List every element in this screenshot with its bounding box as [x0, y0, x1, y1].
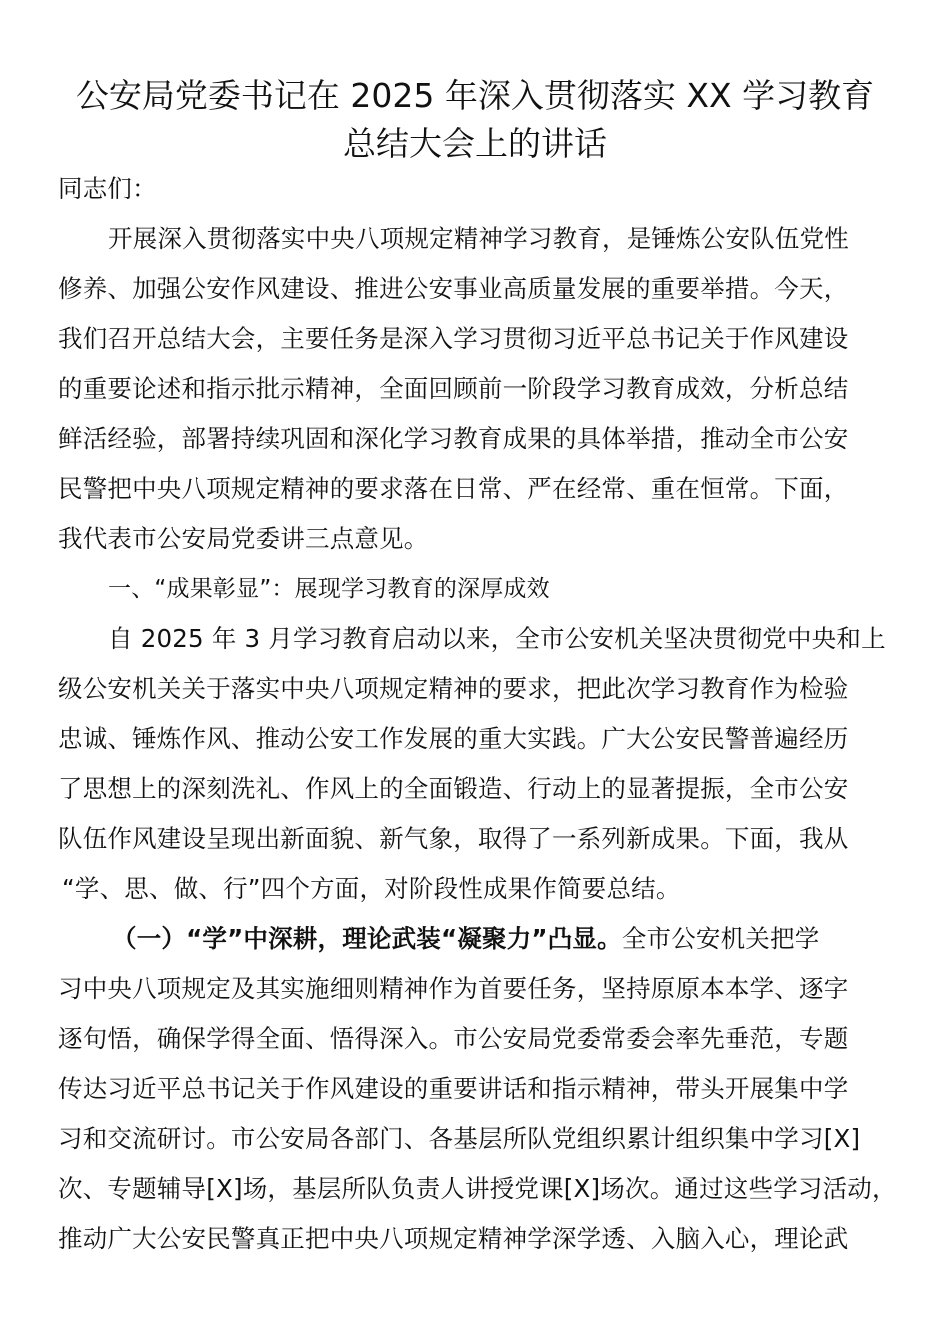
- subsection-heading-line: [112, 924, 819, 954]
- subsection-heading: （一）“学”中深耕，理论武装“凝聚力”凸显。: [112, 924, 622, 953]
- paragraph-line: 的重要论述和指示批示精神，全面回顾前一阶段学习教育成效，分析总结: [58, 374, 849, 403]
- paragraph-line: 鲜活经验，部署持续巩固和深化学习教育成果的具体举措，推动全市公安: [58, 424, 849, 453]
- paragraph-line: 修养、加强公安作风建设、推进公安事业高质量发展的重要举措。今天，: [58, 274, 849, 303]
- paragraph-line: 开展深入贯彻落实中央八项规定精神学习教育，是锤炼公安队伍党性: [108, 224, 849, 253]
- paragraph-line: 推动广大公安民警真正把中央八项规定精神学深学透、入脑入心，理论武: [58, 1224, 849, 1253]
- paragraph-line: 队伍作风建设呈现出新面貌、新气象，取得了一系列新成果。下面，我从: [58, 824, 849, 853]
- paragraph-line: 级公安机关关于落实中央八项规定精神的要求，把此次学习教育作为检验: [58, 674, 849, 703]
- paragraph-line: 我代表市公安局党委讲三点意见。: [58, 524, 429, 553]
- paragraph-line: 忠诚、锤炼作风、推动公安工作发展的重大实践。广大公安民警普遍经历: [58, 724, 849, 753]
- subsection-text: 全市公安机关把学: [621, 924, 820, 953]
- paragraph-line: 习和交流研讨。市公安局各部门、各基层所队党组织累计组织集中学习[X]: [58, 1124, 861, 1153]
- salutation: 同志们：: [58, 174, 157, 203]
- paragraph-line: 我们召开总结大会，主要任务是深入学习贯彻习近平总书记关于作风建设: [58, 324, 849, 353]
- paragraph-line: 传达习近平总书记关于作风建设的重要讲话和指示精神，带头开展集中学: [58, 1074, 849, 1103]
- paragraph-line: 逐句悟，确保学得全面、悟得深入。市公安局党委常委会率先垂范，专题: [58, 1024, 849, 1053]
- document-title-line-1: 公安局党委书记在 2025 年深入贯彻落实 XX 学习教育: [75, 76, 875, 115]
- paragraph-line: 次、专题辅导[X]场，基层所队负责人讲授党课[X]场次。通过这些学习活动，: [58, 1174, 897, 1203]
- paragraph-line: “学、思、做、行”四个方面，对阶段性成果作简要总结。: [62, 874, 681, 903]
- paragraph-line: 民警把中央八项规定精神的要求落在日常、严在经常、重在恒常。下面，: [58, 474, 849, 503]
- section-heading: 一、“成果彰显”：展现学习教育的深厚成效: [108, 576, 550, 602]
- document-title-line-2: 总结大会上的讲话: [343, 124, 607, 163]
- paragraph-line: 习中央八项规定及其实施细则精神作为首要任务，坚持原原本本学、逐字: [58, 974, 849, 1003]
- paragraph-line: 了思想上的深刻洗礼、作风上的全面锻造、行动上的显著提振，全市公安: [58, 774, 849, 803]
- paragraph-line: 自 2025 年 3 月学习教育启动以来，全市公安机关坚决贯彻党中央和上: [108, 624, 886, 653]
